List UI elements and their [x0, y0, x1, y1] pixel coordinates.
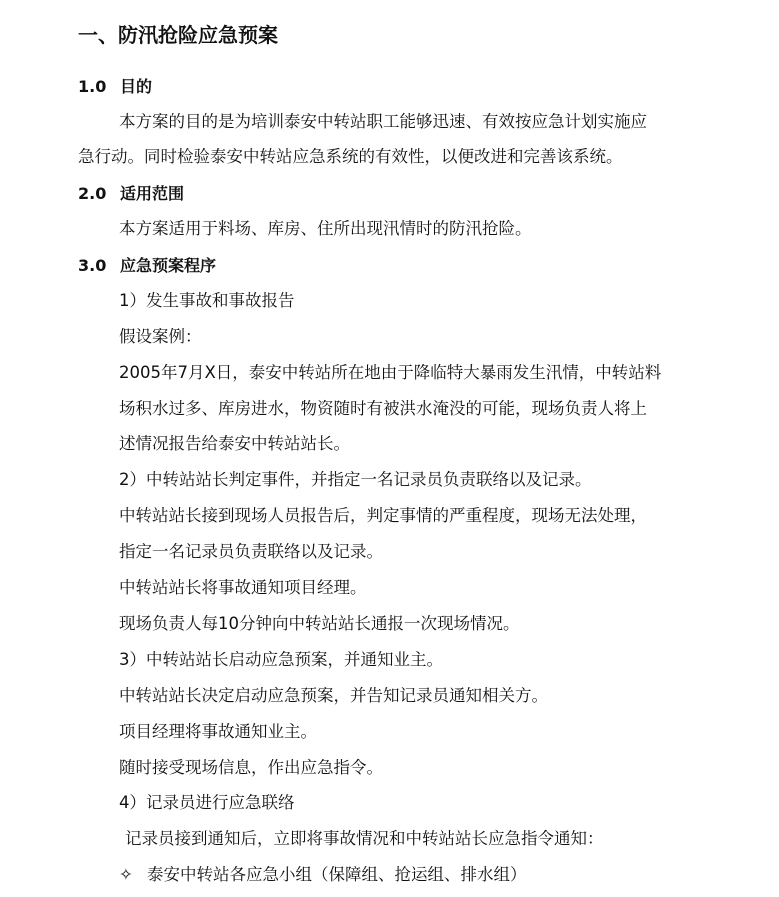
paragraph-line: 假设案例： — [119, 327, 202, 346]
paragraph-line: 急行动。同时检验泰安中转站应急系统的有效性，以便改进和完善该系统。 — [78, 147, 623, 166]
paragraph-line: 记录员接到通知后，立即将事故情况和中转站站长应急指令通知： — [125, 829, 604, 848]
paragraph-line: 述情况报告给泰安中转站站长。 — [119, 434, 350, 453]
step-heading: 2）中转站站长判定事件，并指定一名记录员负责联络以及记录。 — [119, 470, 592, 489]
step-heading: 3）中转站站长启动应急预案，并通知业主。 — [119, 650, 443, 669]
paragraph-line: 2005年7月X日，泰安中转站所在地由于降临特大暴雨发生汛情，中转站料 — [119, 363, 662, 382]
paragraph-line: 本方案的目的是为培训泰安中转站职工能够迅速、有效按应急计划实施应 — [119, 112, 647, 131]
diamond-bullet-icon: ✧ — [119, 865, 133, 884]
paragraph-line: 随时接受现场信息，作出应急指令。 — [119, 758, 383, 777]
section-number: 2.0 — [78, 184, 107, 203]
step-heading: 1）发生事故和事故报告 — [119, 291, 295, 310]
paragraph-line: 项目经理将事故通知业主。 — [119, 722, 317, 741]
section-title: 应急预案程序 — [120, 256, 217, 275]
section-heading-3 — [78, 255, 216, 277]
section-number: 1.0 — [78, 77, 107, 96]
section-heading-2 — [78, 183, 184, 205]
section-heading-1 — [78, 76, 152, 98]
paragraph-line: 中转站站长将事故通知项目经理。 — [119, 578, 367, 597]
bullet-text: 泰安中转站各应急小组（保障组、抢运组、排水组） — [147, 865, 527, 884]
paragraph-line: 现场负责人每10分钟向中转站站长通报一次现场情况。 — [119, 614, 520, 633]
paragraph-line: 本方案适用于料场、库房、住所出现汛情时的防汛抢险。 — [119, 219, 532, 238]
paragraph-line: 中转站站长决定启动应急预案，并告知记录员通知相关方。 — [119, 686, 548, 705]
step-heading: 4）记录员进行应急联络 — [119, 793, 295, 812]
section-title: 目的 — [120, 77, 153, 96]
section-title: 适用范围 — [120, 184, 185, 203]
bullet-item — [119, 864, 527, 886]
paragraph-line: 指定一名记录员负责联络以及记录。 — [119, 542, 383, 561]
section-number: 3.0 — [78, 256, 107, 275]
paragraph-line: 场积水过多、库房进水，物资随时有被洪水淹没的可能，现场负责人将上 — [119, 399, 647, 418]
paragraph-line: 中转站站长接到现场人员报告后，判定事情的严重程度，现场无法处理， — [119, 506, 647, 525]
document-title: 一、防汛抢险应急预案 — [78, 23, 278, 47]
